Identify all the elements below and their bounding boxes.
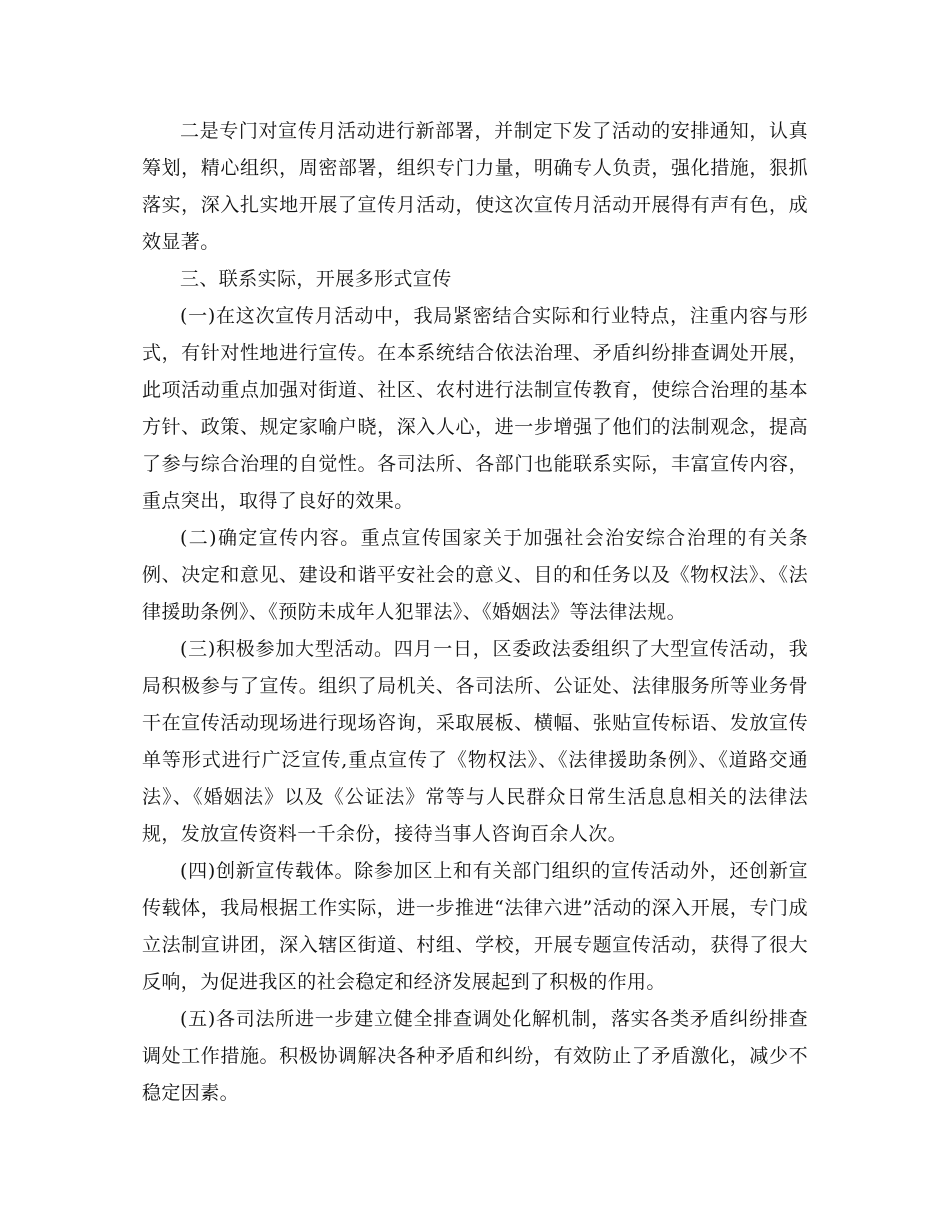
- section-heading: 三、联系实际，开展多形式宣传: [180, 268, 452, 290]
- paragraph-item-2: (二)确定宣传内容。重点宣传国家关于加强社会治安综合治理的有关条例、决定和意见、建设和谐平安社会的意义、目的和任务以及《物权法》、《法律援助条例》、《预防未成年人犯罪法》、《婚姻法》等法律法规。: [142, 527, 808, 623]
- paragraph-item-3: (三)积极参加大型活动。四月一日，区委政法委组织了大型宣传活动，我局积极参与了宣传。组织了局机关、各司法所、公证处、法律服务所等业务骨干在宣传活动现场进行现场咨询，采取展板、横幅、张贴宣传标语、发放宣传单等形式进行广泛宣传,重点宣传了《物权法》、《法律援助条例》、《道路交通法》、《婚姻法》以及《公证法》常等与人民群众日常生活息息相关的法律法规，发放宣传资料一千余份，接待当事人咨询百余人次。: [142, 638, 808, 845]
- document-page: [142, 113, 808, 1112]
- paragraph-intro: 二是专门对宣传月活动进行新部署，并制定下发了活动的安排通知，认真筹划，精心组织，周密部署，组织专门力量，明确专人负责，强化措施，狠抓落实，深入扎实地开展了宣传月活动，使这次宣传月活动开展得有声有色，成效显著。: [142, 120, 808, 253]
- paragraph-item-5: (五)各司法所进一步建立健全排查调处化解机制，落实各类矛盾纠纷排查调处工作措施。积极协调解决各种矛盾和纠纷，有效防止了矛盾激化，减少不稳定因素。: [142, 1008, 808, 1104]
- paragraph-item-4: (四)创新宣传载体。除参加区上和有关部门组织的宣传活动外，还创新宣传载体，我局根据工作实际，进一步推进“法律六进”活动的深入开展，专门成立法制宣讲团，深入辖区街道、村组、学校，开展专题宣传活动，获得了很大反响，为促进我区的社会稳定和经济发展起到了积极的作用。: [142, 860, 808, 993]
- paragraph-item-1: (一)在这次宣传月活动中，我局紧密结合实际和行业特点，注重内容与形式，有针对性地进行宣传。在本系统结合依法治理、矛盾纠纷排查调处开展，此项活动重点加强对街道、社区、农村进行法制宣传教育，使综合治理的基本方针、政策、规定家喻户晓，深入人心，进一步增强了他们的法制观念，提高了参与综合治理的自觉性。各司法所、各部门也能联系实际，丰富宣传内容，重点突出，取得了良好的效果。: [142, 305, 808, 512]
